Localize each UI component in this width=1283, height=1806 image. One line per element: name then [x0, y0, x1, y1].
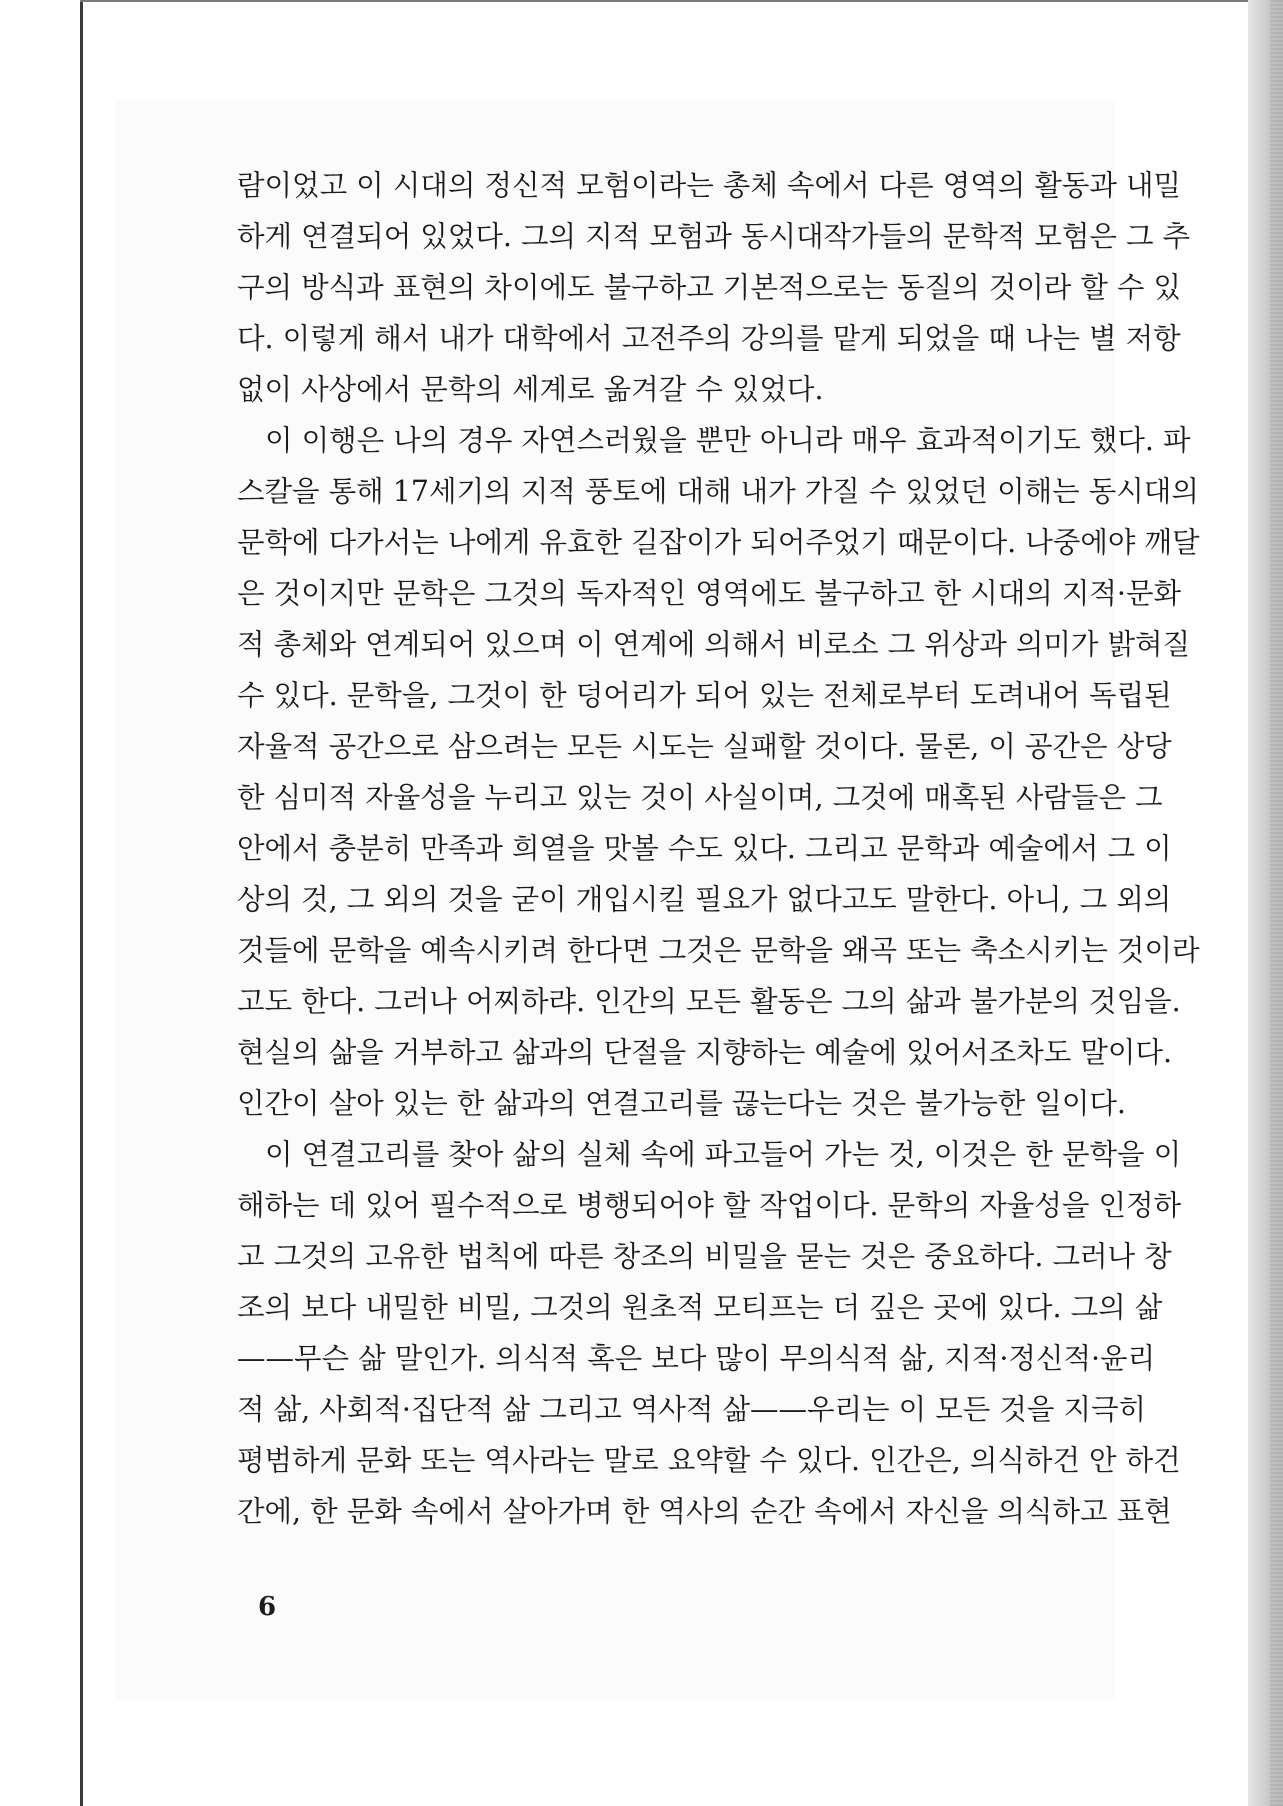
- text-line: ——무슨 삶 말인가. 의식적 혹은 보다 많이 무의식적 삶, 지적·정신적·윤리: [237, 1342, 1156, 1375]
- text-line: 해하는 데 있어 필수적으로 병행되어야 할 작업이다. 문학의 자율성을 인정하: [237, 1189, 1182, 1222]
- text-line: 한 심미적 자율성을 누리고 있는 것이 사실이며, 그것에 매혹된 사람들은 그: [237, 781, 1163, 814]
- text-line: 자율적 공간으로 삼으려는 모든 시도는 실패할 것이다. 물론, 이 공간은 상당: [237, 730, 1172, 763]
- text-line: 고도 한다. 그러나 어찌하랴. 인간의 모든 활동은 그의 삶과 불가분의 것임을.: [237, 985, 1181, 1018]
- text-line: 은 것이지만 문학은 그것의 독자적인 영역에도 불구하고 한 시대의 지적·문화: [237, 577, 1182, 610]
- body-text: [237, 160, 1200, 1537]
- page-top-edge: [80, 0, 1283, 2]
- text-line: 간에, 한 문화 속에서 살아가며 한 역사의 순간 속에서 자신을 의식하고 표현: [237, 1495, 1172, 1528]
- text-line: 구의 방식과 표현의 차이에도 불구하고 기본적으로는 동질의 것이라 할 수 있: [237, 271, 1182, 304]
- text-line: 안에서 충분히 만족과 희열을 맛볼 수도 있다. 그리고 문학과 예술에서 그 이: [237, 832, 1172, 865]
- text-line: 평범하게 문화 또는 역사라는 말로 요약할 수 있다. 인간은, 의식하건 안 하건: [237, 1444, 1181, 1477]
- text-line: 인간이 살아 있는 한 삶과의 연결고리를 끊는다는 것은 불가능한 일이다.: [237, 1087, 1126, 1120]
- text-line: 것들에 문학을 예속시키려 한다면 그것은 문학을 왜곡 또는 축소시키는 것이라: [237, 934, 1200, 967]
- page-left-edge: [80, 0, 83, 1806]
- text-line: 없이 사상에서 문학의 세계로 옮겨갈 수 있었다.: [237, 373, 824, 406]
- text-line: 람이었고 이 시대의 정신적 모험이라는 총체 속에서 다른 영역의 활동과 내밀: [237, 169, 1182, 202]
- page-stack-edges: [1270, 0, 1283, 1806]
- text-line: 조의 보다 내밀한 비밀, 그것의 원초적 모티프는 더 깊은 곳에 있다. 그의 삶: [237, 1291, 1163, 1324]
- text-line: 스칼을 통해 17세기의 지적 풍토에 대해 내가 가질 수 있었던 이해는 동시대의: [237, 475, 1199, 508]
- text-line: 하게 연결되어 있었다. 그의 지적 모험과 동시대작가들의 문학적 모험은 그 추: [237, 220, 1191, 253]
- text-line: 수 있다. 문학을, 그것이 한 덩어리가 되어 있는 전체로부터 도려내어 독립된: [237, 679, 1172, 712]
- text-line: 적 총체와 연계되어 있으며 이 연계에 의해서 비로소 그 위상과 의미가 밝혀질: [237, 628, 1191, 661]
- text-line: 이 이행은 나의 경우 자연스러웠을 뿐만 아니라 매우 효과적이기도 했다. 파: [265, 424, 1191, 457]
- text-line: 적 삶, 사회적·집단적 삶 그리고 역사적 삶——우리는 이 모든 것을 지극히: [237, 1393, 1147, 1426]
- text-line: 다. 이렇게 해서 내가 대학에서 고전주의 강의를 맡게 되었을 때 나는 별 저항: [237, 322, 1181, 355]
- page-number: 6: [258, 1592, 277, 1622]
- text-line: 상의 것, 그 외의 것을 굳이 개입시킬 필요가 없다고도 말한다. 아니, 그 외의: [237, 883, 1172, 916]
- text-line: 고 그것의 고유한 법칙에 따른 창조의 비밀을 묻는 것은 중요하다. 그러나 창: [237, 1240, 1172, 1273]
- viewer-background: [0, 0, 80, 1806]
- text-line: 이 연결고리를 찾아 삶의 실체 속에 파고들어 가는 것, 이것은 한 문학을 이: [265, 1138, 1182, 1171]
- text-line: 현실의 삶을 거부하고 삶과의 단절을 지향하는 예술에 있어서조차도 말이다.: [237, 1036, 1172, 1069]
- text-line: 문학에 다가서는 나에게 유효한 길잡이가 되어주었기 때문이다. 나중에야 깨달: [237, 526, 1200, 559]
